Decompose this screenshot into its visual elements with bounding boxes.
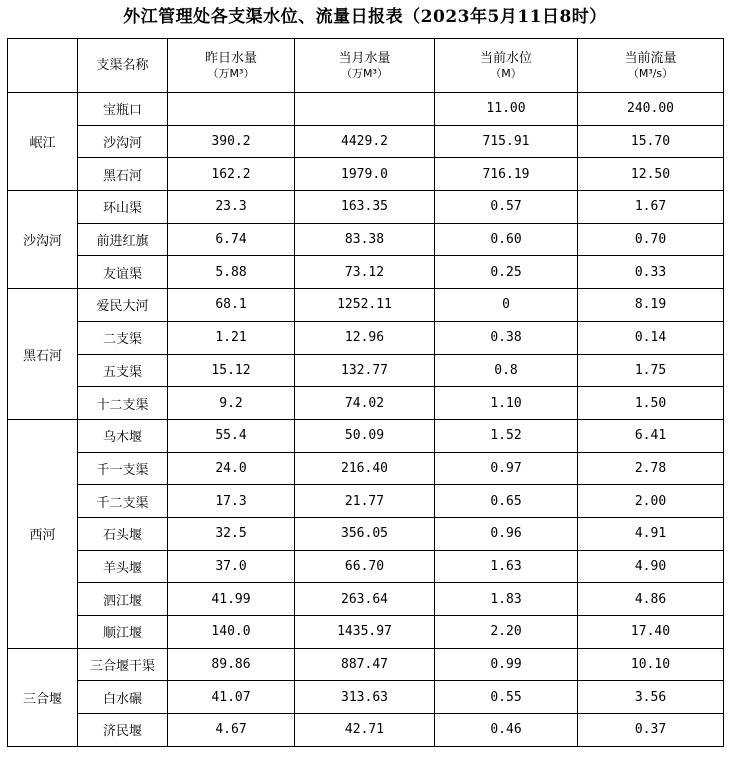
month-volume-cell[interactable]: 1435.97 (295, 616, 435, 649)
canal-name-cell[interactable]: 乌木堰 (78, 419, 168, 452)
yesterday-volume-cell[interactable]: 1.21 (168, 321, 295, 354)
table-row (8, 321, 724, 354)
table-row (8, 256, 724, 289)
header-flow-unit: （M³/s） (627, 67, 674, 80)
group-name-cell[interactable]: 岷江 (8, 93, 78, 191)
yesterday-volume-cell[interactable]: 15.12 (168, 354, 295, 387)
canal-name-cell[interactable]: 石头堰 (78, 517, 168, 550)
current-flow-cell[interactable]: 0.37 (578, 714, 724, 747)
month-volume-cell[interactable]: 66.70 (295, 550, 435, 583)
current-level-cell[interactable]: 0.46 (435, 714, 578, 747)
table-row (8, 681, 724, 714)
current-flow-cell[interactable]: 4.91 (578, 517, 724, 550)
table-row (8, 550, 724, 583)
current-flow-cell[interactable]: 4.90 (578, 550, 724, 583)
month-volume-cell[interactable]: 216.40 (295, 452, 435, 485)
canal-name-cell[interactable]: 二支渠 (78, 321, 168, 354)
header-level-cell[interactable] (435, 39, 578, 93)
group-name-cell[interactable]: 西河 (8, 419, 78, 648)
current-level-cell[interactable]: 0.99 (435, 648, 578, 681)
yesterday-volume-cell[interactable]: 23.3 (168, 191, 295, 224)
current-level-cell[interactable]: 0.57 (435, 191, 578, 224)
canal-name-cell[interactable]: 三合堰干渠 (78, 648, 168, 681)
table-body (8, 93, 724, 747)
header-yesterday-label: 昨日水量 (204, 51, 257, 66)
current-level-cell[interactable]: 2.20 (435, 616, 578, 649)
current-flow-cell[interactable]: 10.10 (578, 648, 724, 681)
current-level-cell[interactable]: 1.10 (435, 387, 578, 420)
yesterday-volume-cell[interactable]: 32.5 (168, 517, 295, 550)
table-row (8, 616, 724, 649)
current-flow-cell[interactable]: 6.41 (578, 419, 724, 452)
table-row (8, 452, 724, 485)
table-row (8, 517, 724, 550)
header-yesterday-unit: （万M³） (207, 67, 255, 80)
group-name-cell[interactable]: 黑石河 (8, 289, 78, 420)
canal-name-cell[interactable]: 千一支渠 (78, 452, 168, 485)
current-level-cell[interactable]: 0.25 (435, 256, 578, 289)
current-level-cell[interactable]: 0.65 (435, 485, 578, 518)
canal-name-cell[interactable]: 黑石河 (78, 158, 168, 191)
header-month-cell[interactable] (295, 39, 435, 93)
month-volume-cell[interactable]: 73.12 (295, 256, 435, 289)
header-month-unit: （万M³） (341, 67, 388, 80)
yesterday-volume-cell[interactable]: 41.07 (168, 681, 295, 714)
report-title: 外江管理处各支渠水位、流量日报表（2023年5月11日8时） (123, 7, 607, 27)
table-row (8, 354, 724, 387)
yesterday-volume-cell[interactable]: 17.3 (168, 485, 295, 518)
yesterday-volume-cell[interactable]: 140.0 (168, 616, 295, 649)
table-row (8, 648, 724, 681)
report-table (7, 38, 724, 747)
current-level-cell[interactable]: 0.55 (435, 681, 578, 714)
canal-name-cell[interactable]: 羊头堰 (78, 550, 168, 583)
yesterday-volume-cell[interactable]: 4.67 (168, 714, 295, 747)
month-volume-cell[interactable]: 12.96 (295, 321, 435, 354)
table-row (8, 289, 724, 322)
yesterday-volume-cell[interactable]: 5.88 (168, 256, 295, 289)
month-volume-cell[interactable]: 356.05 (295, 517, 435, 550)
current-level-cell[interactable]: 715.91 (435, 125, 578, 158)
group-name-cell[interactable]: 三合堰 (8, 648, 78, 746)
yesterday-volume-cell[interactable]: 89.86 (168, 648, 295, 681)
table-row (8, 583, 724, 616)
canal-name-cell[interactable]: 宝瓶口 (78, 93, 168, 126)
current-flow-cell[interactable]: 3.56 (578, 681, 724, 714)
table-row (8, 158, 724, 191)
canal-name-cell[interactable]: 济民堰 (78, 714, 168, 747)
month-volume-cell[interactable]: 1252.11 (295, 289, 435, 322)
current-flow-cell[interactable]: 2.00 (578, 485, 724, 518)
yesterday-volume-cell[interactable]: 24.0 (168, 452, 295, 485)
yesterday-volume-cell[interactable]: 6.74 (168, 223, 295, 256)
canal-name-cell[interactable]: 环山渠 (78, 191, 168, 224)
current-level-cell[interactable]: 0.8 (435, 354, 578, 387)
group-name-cell[interactable]: 沙沟河 (8, 191, 78, 289)
current-flow-cell[interactable]: 1.67 (578, 191, 724, 224)
month-volume-cell[interactable]: 21.77 (295, 485, 435, 518)
header-level-label: 当前水位 (479, 51, 532, 66)
header-level-unit: （M） (490, 67, 522, 80)
current-level-cell[interactable]: 716.19 (435, 158, 578, 191)
current-flow-cell[interactable]: 0.70 (578, 223, 724, 256)
current-flow-cell[interactable]: 1.50 (578, 387, 724, 420)
yesterday-volume-cell[interactable]: 41.99 (168, 583, 295, 616)
current-flow-cell[interactable]: 17.40 (578, 616, 724, 649)
canal-name-cell[interactable]: 爱民大河 (78, 289, 168, 322)
yesterday-volume-cell[interactable]: 162.2 (168, 158, 295, 191)
header-row (8, 39, 724, 93)
month-volume-cell[interactable]: 1979.0 (295, 158, 435, 191)
current-level-cell[interactable]: 11.00 (435, 93, 578, 126)
canal-name-cell[interactable]: 千二支渠 (78, 485, 168, 518)
header-name-cell[interactable] (78, 39, 168, 93)
yesterday-volume-cell[interactable]: 37.0 (168, 550, 295, 583)
current-flow-cell[interactable]: 0.33 (578, 256, 724, 289)
current-flow-cell[interactable]: 2.78 (578, 452, 724, 485)
table-row (8, 191, 724, 224)
current-flow-cell[interactable]: 8.19 (578, 289, 724, 322)
yesterday-volume-cell[interactable]: 390.2 (168, 125, 295, 158)
table-row (8, 93, 724, 126)
canal-name-cell[interactable]: 沙沟河 (78, 125, 168, 158)
canal-name-cell[interactable]: 泗江堰 (78, 583, 168, 616)
table-row (8, 125, 724, 158)
current-level-cell[interactable]: 0 (435, 289, 578, 322)
month-volume-cell[interactable] (295, 93, 435, 126)
month-volume-cell[interactable]: 313.63 (295, 681, 435, 714)
header-flow-label: 当前流量 (624, 51, 677, 66)
table-row (8, 485, 724, 518)
month-volume-cell[interactable]: 163.35 (295, 191, 435, 224)
month-volume-cell[interactable]: 50.09 (295, 419, 435, 452)
current-flow-cell[interactable]: 240.00 (578, 93, 724, 126)
canal-name-cell[interactable]: 前进红旗 (78, 223, 168, 256)
current-flow-cell[interactable]: 4.86 (578, 583, 724, 616)
month-volume-cell[interactable]: 83.38 (295, 223, 435, 256)
month-volume-cell[interactable]: 887.47 (295, 648, 435, 681)
current-level-cell[interactable]: 1.52 (435, 419, 578, 452)
current-level-cell[interactable]: 1.63 (435, 550, 578, 583)
canal-name-cell[interactable]: 五支渠 (78, 354, 168, 387)
month-volume-cell[interactable]: 132.77 (295, 354, 435, 387)
header-group-cell[interactable] (8, 39, 78, 93)
yesterday-volume-cell[interactable]: 9.2 (168, 387, 295, 420)
canal-name-cell[interactable]: 友谊渠 (78, 256, 168, 289)
table-row (8, 387, 724, 420)
current-level-cell[interactable]: 0.97 (435, 452, 578, 485)
current-flow-cell[interactable]: 15.70 (578, 125, 724, 158)
yesterday-volume-cell[interactable] (168, 93, 295, 126)
table-row (8, 419, 724, 452)
current-level-cell[interactable]: 1.83 (435, 583, 578, 616)
month-volume-cell[interactable]: 263.64 (295, 583, 435, 616)
month-volume-cell[interactable]: 42.71 (295, 714, 435, 747)
header-month-label: 当月水量 (338, 51, 391, 66)
canal-name-cell[interactable]: 十二支渠 (78, 387, 168, 420)
yesterday-volume-cell[interactable]: 55.4 (168, 419, 295, 452)
header-flow-cell[interactable] (578, 39, 724, 93)
current-flow-cell[interactable]: 1.75 (578, 354, 724, 387)
yesterday-volume-cell[interactable]: 68.1 (168, 289, 295, 322)
month-volume-cell[interactable]: 74.02 (295, 387, 435, 420)
current-level-cell[interactable]: 0.60 (435, 223, 578, 256)
header-name-label: 支渠名称 (96, 57, 149, 73)
current-flow-cell[interactable]: 12.50 (578, 158, 724, 191)
canal-name-cell[interactable]: 顺江堰 (78, 616, 168, 649)
header-yesterday-cell[interactable] (168, 39, 295, 93)
current-flow-cell[interactable]: 0.14 (578, 321, 724, 354)
month-volume-cell[interactable]: 4429.2 (295, 125, 435, 158)
table-row (8, 223, 724, 256)
current-level-cell[interactable]: 0.96 (435, 517, 578, 550)
table-row (8, 714, 724, 747)
current-level-cell[interactable]: 0.38 (435, 321, 578, 354)
canal-name-cell[interactable]: 白水碾 (78, 681, 168, 714)
